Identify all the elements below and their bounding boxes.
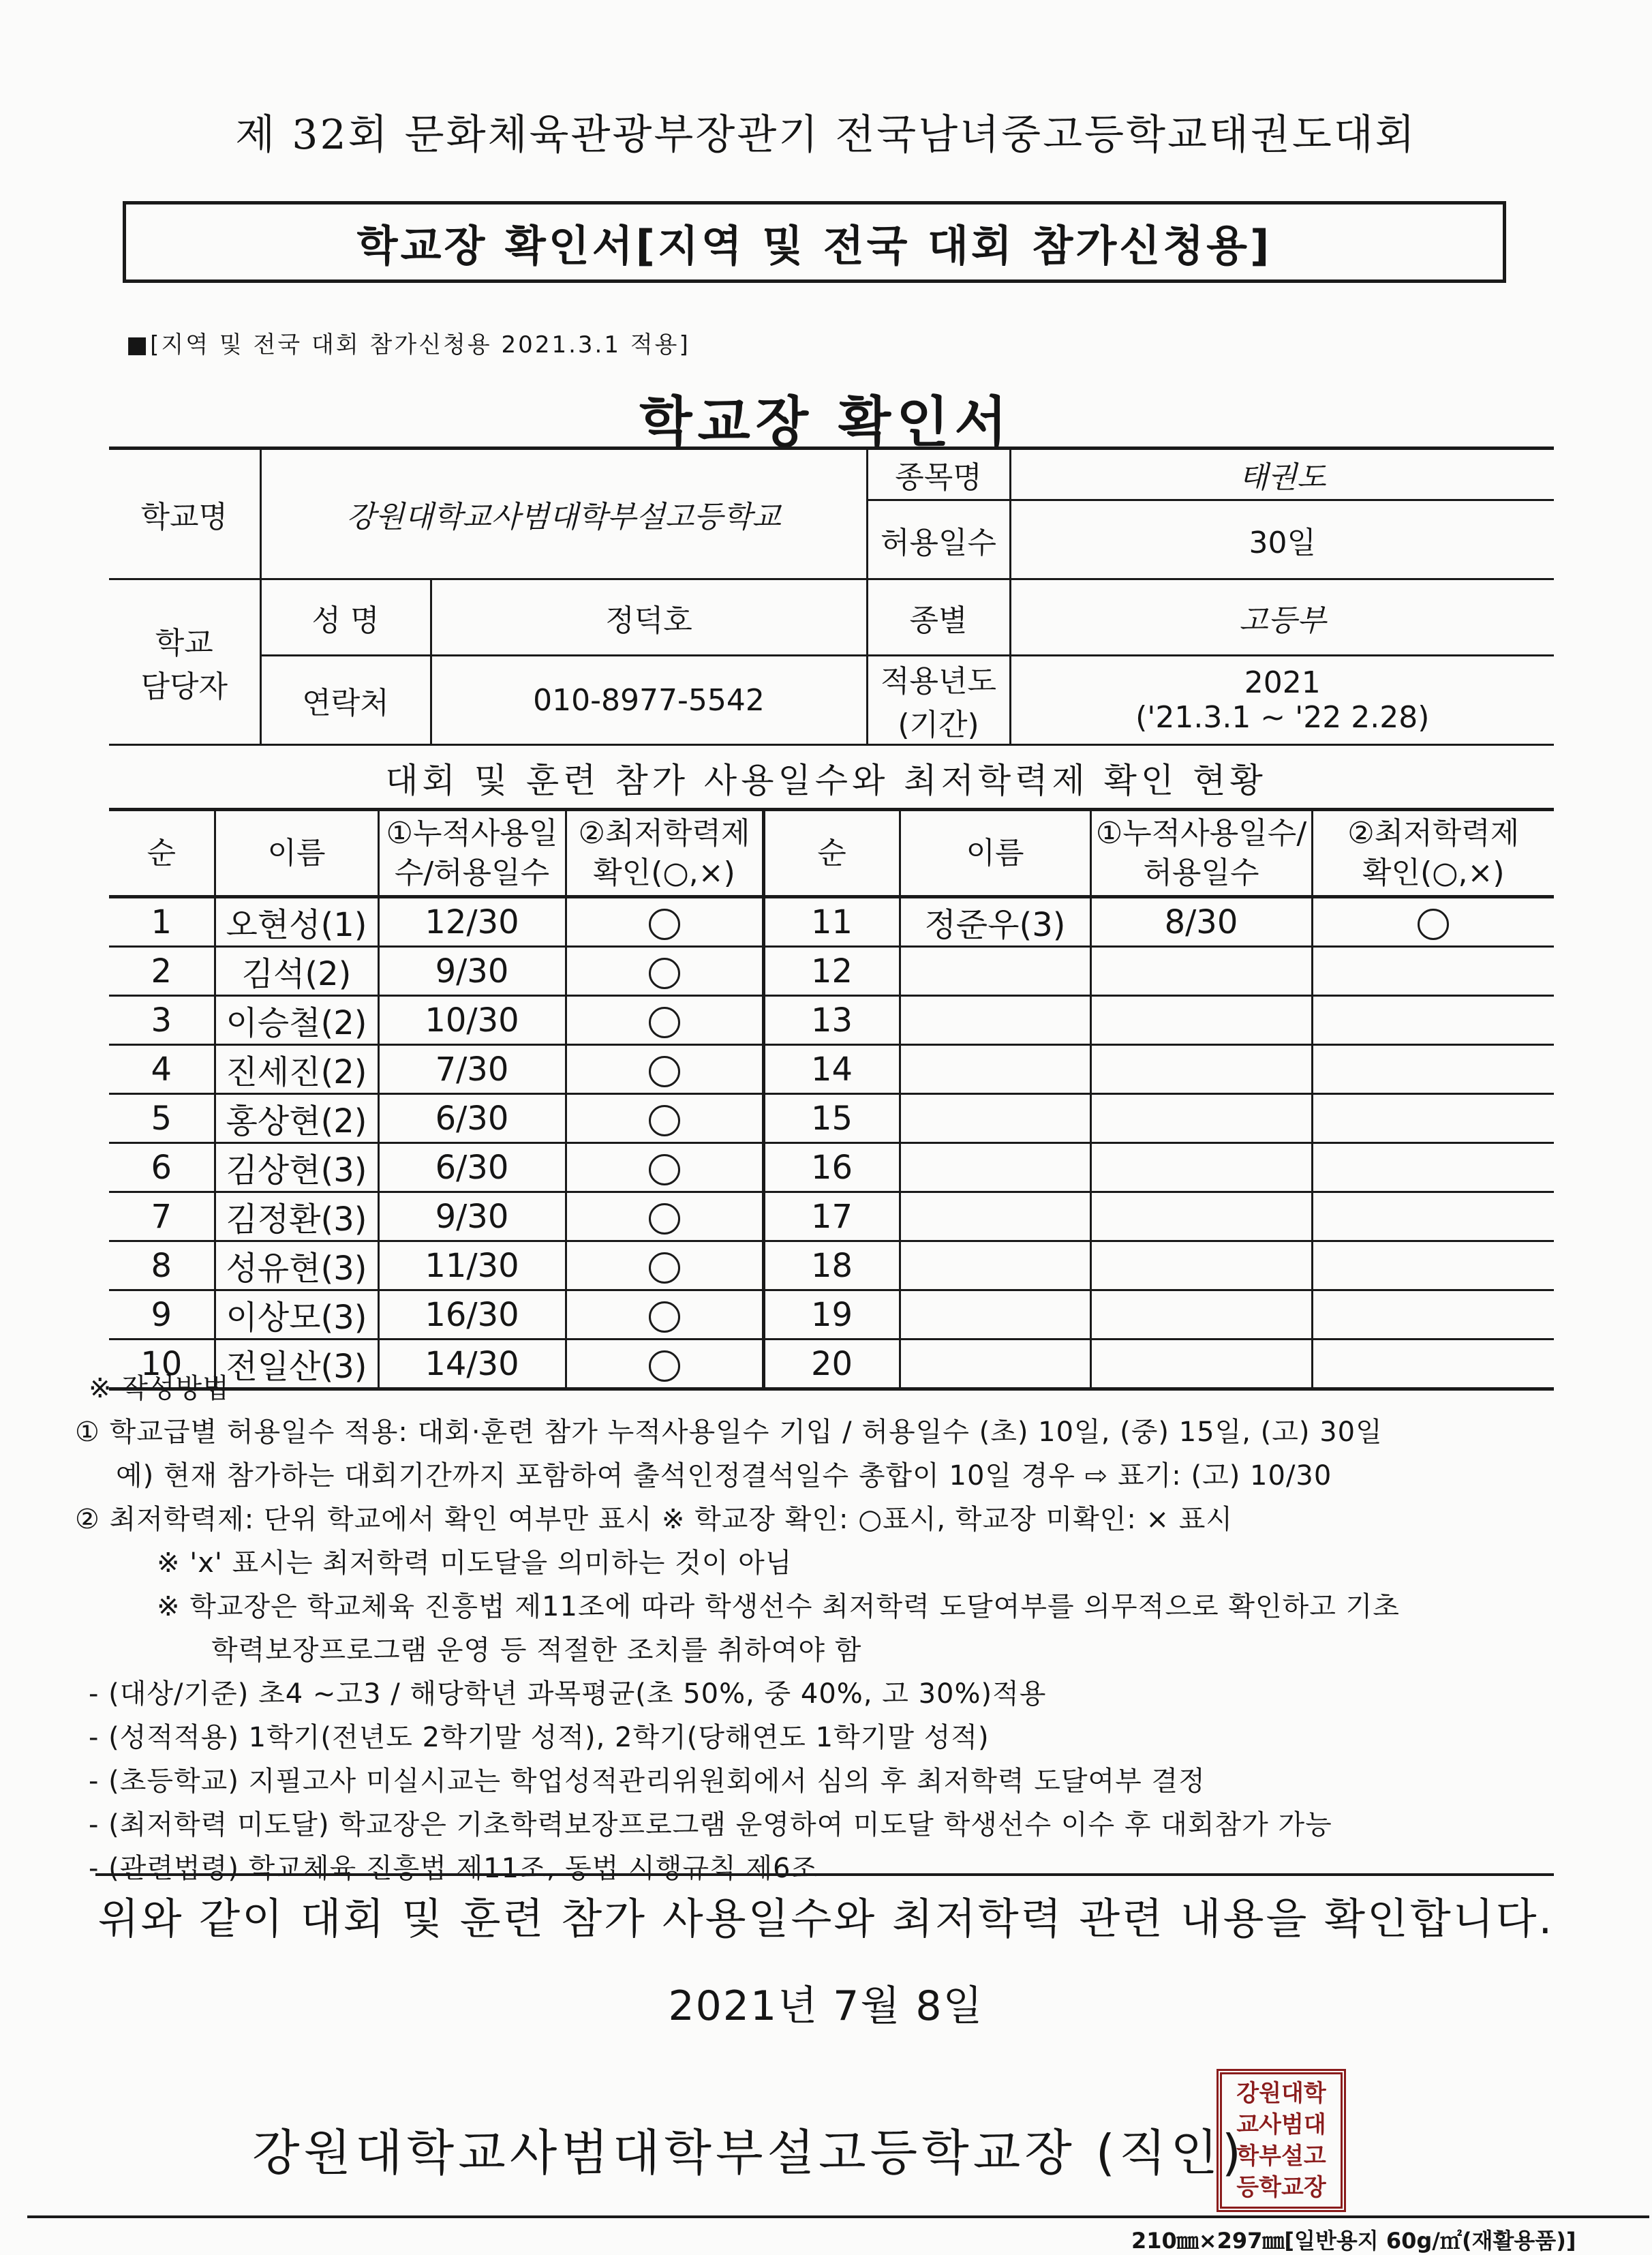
row-no-right: 12 bbox=[763, 947, 900, 996]
row-name-right bbox=[900, 947, 1090, 996]
row-days-right bbox=[1090, 1143, 1312, 1192]
row-days: 12/30 bbox=[378, 897, 566, 947]
manager-label bbox=[109, 579, 260, 745]
note-2: ※ 학교장은 학교체육 진흥법 제11조에 따라 학생선수 최저학력 도달여부를 의무적으로 확인하고 기초 bbox=[157, 1591, 1400, 1622]
detail-2: - (성적적용) 1학기(전년도 2학기말 성적), 2학기(당해연도 1학기말 성적) bbox=[89, 1722, 990, 1753]
row-check bbox=[566, 1241, 763, 1290]
row-days-right bbox=[1090, 1192, 1312, 1241]
name-value: 정덕호 bbox=[431, 579, 867, 656]
header-check-right bbox=[1312, 810, 1554, 897]
note-2-cont: 학력보장프로그램 운영 등 적절한 조치를 취하여야 함 bbox=[211, 1635, 862, 1666]
row-name: 전일산(3) bbox=[215, 1340, 378, 1389]
detail-4: - (최저학력 미도달) 학교장은 기초학력보장프로그램 운영하여 미도달 학생선수 이수 후 대회참가 가능 bbox=[89, 1809, 1332, 1841]
contact-value: 010-8977-5542 bbox=[431, 656, 867, 745]
row-no-right: 18 bbox=[763, 1241, 900, 1290]
row-check-right bbox=[1312, 947, 1554, 996]
confirmation-text: 위와 같이 대회 및 훈련 참가 사용일수와 최저학력 관련 내용을 확인합니다. bbox=[97, 1894, 1555, 1943]
row-days: 11/30 bbox=[378, 1241, 566, 1290]
check-circle-icon bbox=[649, 1252, 680, 1284]
row-no: 1 bbox=[109, 897, 215, 947]
check-circle-icon bbox=[649, 909, 680, 940]
header-days-line1: ①누적사용일 bbox=[386, 815, 558, 851]
row-no: 5 bbox=[109, 1094, 215, 1143]
issue-date: 2021년 7월 8일 bbox=[668, 1982, 984, 2030]
row-no-right: 16 bbox=[763, 1143, 900, 1192]
row-no: 3 bbox=[109, 996, 215, 1045]
status-title: 대회 및 훈련 참가 사용일수와 최저학력제 확인 현황 bbox=[385, 761, 1267, 800]
row-no-right: 13 bbox=[763, 996, 900, 1045]
row-days: 9/30 bbox=[378, 1192, 566, 1241]
row-name-right bbox=[900, 1290, 1090, 1340]
row-check bbox=[566, 996, 763, 1045]
row-no: 6 bbox=[109, 1143, 215, 1192]
table-row bbox=[109, 897, 1554, 947]
header-name: 이름 bbox=[215, 810, 378, 897]
instructions bbox=[75, 1367, 1574, 1890]
sport-label: 종목명 bbox=[867, 449, 1010, 500]
row-check bbox=[566, 947, 763, 996]
check-circle-icon bbox=[649, 1203, 680, 1235]
row-name-right bbox=[900, 1045, 1090, 1094]
row-name: 김정환(3) bbox=[215, 1192, 378, 1241]
check-circle-icon bbox=[1418, 909, 1449, 940]
row-no: 8 bbox=[109, 1241, 215, 1290]
row-check bbox=[566, 1192, 763, 1241]
row-name: 이승철(2) bbox=[215, 996, 378, 1045]
manager-label-line1: 학교 bbox=[155, 626, 213, 661]
row-check bbox=[566, 1045, 763, 1094]
row-days-right bbox=[1090, 1290, 1312, 1340]
divider bbox=[95, 1873, 1554, 1876]
detail-1: - (대상/기준) 초4 ~고3 / 해당학년 과목평균(초 50%, 중 40%, 고 30%)적용 bbox=[89, 1678, 1047, 1710]
period-value: ('21.3.1 ~ '22 2.28) bbox=[1135, 700, 1430, 735]
row-name: 홍상현(2) bbox=[215, 1094, 378, 1143]
allowed-days-label: 허용일수 bbox=[867, 500, 1010, 579]
row-name-right bbox=[900, 1241, 1090, 1290]
note-1: ※ 'x' 표시는 최저학력 미도달을 의미하는 것이 아님 bbox=[157, 1547, 793, 1579]
row-no: 10 bbox=[109, 1340, 215, 1389]
row-name-right bbox=[900, 1192, 1090, 1241]
row-name-right: 정준우(3) bbox=[900, 897, 1090, 947]
allowed-days-value: 30일 bbox=[1010, 500, 1554, 579]
year-label bbox=[867, 656, 1010, 745]
row-check-right bbox=[1312, 897, 1554, 947]
header-days-right bbox=[1090, 810, 1312, 897]
manager-label-line2: 담당자 bbox=[140, 669, 228, 704]
row-days: 16/30 bbox=[378, 1290, 566, 1340]
row-no-right: 14 bbox=[763, 1045, 900, 1094]
row-name: 오현성(1) bbox=[215, 897, 378, 947]
row-check-right bbox=[1312, 996, 1554, 1045]
row-check-right bbox=[1312, 1241, 1554, 1290]
instruction-1-example: 예) 현재 참가하는 대회기간까지 포함하여 출석인정결석일수 총합이 10일 경우 ⇨ 표기: (고) 10/30 bbox=[116, 1460, 1332, 1492]
row-no: 9 bbox=[109, 1290, 215, 1340]
sport-value: 태권도 bbox=[1010, 449, 1554, 500]
header-check-right-line2: 확인(○,×) bbox=[1362, 855, 1505, 890]
instruction-1: ① 학교급별 허용일수 적용: 대회·훈련 참가 누적사용일수 기입 / 허용일수 (초) 10일, (중) 15일, (고) 30일 bbox=[75, 1417, 1383, 1448]
row-days: 10/30 bbox=[378, 996, 566, 1045]
header-no-right: 순 bbox=[763, 810, 900, 897]
check-circle-icon bbox=[649, 1105, 680, 1136]
header-days-right-line1: ①누적사용일수/ bbox=[1095, 815, 1307, 851]
row-days-right bbox=[1090, 947, 1312, 996]
header-days-line2: 수/허용일수 bbox=[394, 855, 550, 890]
header-check bbox=[566, 810, 763, 897]
row-check bbox=[566, 1143, 763, 1192]
header-check-right-line1: ②최저학력제 bbox=[1347, 815, 1520, 851]
roster-table bbox=[109, 808, 1554, 1391]
check-circle-icon bbox=[649, 1301, 680, 1333]
row-check-right bbox=[1312, 1094, 1554, 1143]
row-days-right: 8/30 bbox=[1090, 897, 1312, 947]
bottom-divider bbox=[27, 2215, 1649, 2218]
school-name: 강원대학교사범대학부설고등학교 bbox=[260, 449, 867, 579]
table-row bbox=[109, 996, 1554, 1045]
instructions-heading: ※ 작성방법 bbox=[89, 1373, 230, 1404]
row-check-right bbox=[1312, 1290, 1554, 1340]
document-title-box bbox=[123, 201, 1506, 283]
row-name: 김석(2) bbox=[215, 947, 378, 996]
row-check bbox=[566, 897, 763, 947]
detail-3: - (초등학교) 지필고사 미실시교는 학업성적관리위원회에서 심의 후 최저학력 도달여부 결정 bbox=[89, 1766, 1206, 1797]
row-check bbox=[566, 1094, 763, 1143]
table-row bbox=[109, 1290, 1554, 1340]
check-circle-icon bbox=[649, 958, 680, 989]
document-title: 학교장 확인서[지역 및 전국 대회 참가신청용] bbox=[356, 220, 1272, 271]
instruction-2: ② 최저학력제: 단위 학교에서 확인 여부만 표시 ※ 학교장 확인: ○표시, 학교장 미확인: × 표시 bbox=[75, 1504, 1234, 1535]
table-row bbox=[109, 1094, 1554, 1143]
name-label: 성 명 bbox=[260, 579, 431, 656]
header-days bbox=[378, 810, 566, 897]
header-check-line2: 확인(○,×) bbox=[593, 855, 735, 890]
sub-note: ■[지역 및 전국 대회 참가신청용 2021.3.1 적용] bbox=[126, 331, 690, 359]
row-name: 김상현(3) bbox=[215, 1143, 378, 1192]
check-circle-icon bbox=[649, 1056, 680, 1087]
contact-label: 연락처 bbox=[260, 656, 431, 745]
year-value: 2021 bbox=[1244, 665, 1321, 700]
row-days: 9/30 bbox=[378, 947, 566, 996]
header-check-line1: ②최저학력제 bbox=[578, 815, 750, 851]
row-check-right bbox=[1312, 1143, 1554, 1192]
year-label-line1: 적용년도 bbox=[880, 664, 996, 699]
detail-5: - (관련법령) 학교체육 진흥법 제11조, 동법 시행규칙 제6조 bbox=[89, 1853, 819, 1884]
year-label-line2: (기간) bbox=[898, 708, 979, 742]
row-name: 진세진(2) bbox=[215, 1045, 378, 1094]
row-no-right: 19 bbox=[763, 1290, 900, 1340]
row-check bbox=[566, 1290, 763, 1340]
header-no: 순 bbox=[109, 810, 215, 897]
principal-signature-line: 강원대학교사범대학부설고등학교장 (직인) bbox=[252, 2124, 1246, 2181]
row-name-right bbox=[900, 1143, 1090, 1192]
table-row bbox=[109, 947, 1554, 996]
check-circle-icon bbox=[649, 1007, 680, 1038]
row-no: 2 bbox=[109, 947, 215, 996]
table-row bbox=[109, 1045, 1554, 1094]
school-label: 학교명 bbox=[109, 449, 260, 579]
official-seal: 강원대학 교사범대 학부설고 등학교장 bbox=[1217, 2069, 1346, 2212]
row-days-right bbox=[1090, 1094, 1312, 1143]
school-info-table bbox=[109, 447, 1554, 746]
row-no-right: 11 bbox=[763, 897, 900, 947]
row-days: 7/30 bbox=[378, 1045, 566, 1094]
row-no-right: 17 bbox=[763, 1192, 900, 1241]
paper-spec-note: 210㎜×297㎜[일반용지 60g/㎡(재활용품)] bbox=[1131, 2228, 1576, 2254]
division-value: 고등부 bbox=[1010, 579, 1554, 656]
row-no: 4 bbox=[109, 1045, 215, 1094]
row-days-right bbox=[1090, 1045, 1312, 1094]
row-days-right bbox=[1090, 1241, 1312, 1290]
table-row bbox=[109, 1241, 1554, 1290]
row-days: 14/30 bbox=[378, 1340, 566, 1389]
main-title: 학교장 확인서 bbox=[639, 391, 1013, 454]
header-days-right-line2: 허용일수 bbox=[1143, 855, 1259, 890]
header-name-right: 이름 bbox=[900, 810, 1090, 897]
row-name-right bbox=[900, 996, 1090, 1045]
year-value-cell bbox=[1010, 656, 1554, 745]
row-name: 이상모(3) bbox=[215, 1290, 378, 1340]
check-circle-icon bbox=[649, 1154, 680, 1185]
row-days: 6/30 bbox=[378, 1143, 566, 1192]
row-days-right bbox=[1090, 996, 1312, 1045]
row-check-right bbox=[1312, 1045, 1554, 1094]
table-row bbox=[109, 1143, 1554, 1192]
row-name: 성유현(3) bbox=[215, 1241, 378, 1290]
row-check-right bbox=[1312, 1192, 1554, 1241]
row-name-right bbox=[900, 1094, 1090, 1143]
row-no: 7 bbox=[109, 1192, 215, 1241]
table-row bbox=[109, 1192, 1554, 1241]
event-title: 제 32회 문화체육관광부장관기 전국남녀중고등학교태권도대회 bbox=[235, 111, 1417, 159]
row-days: 6/30 bbox=[378, 1094, 566, 1143]
division-label: 종별 bbox=[867, 579, 1010, 656]
row-no-right: 15 bbox=[763, 1094, 900, 1143]
row-no-right: 20 bbox=[763, 1340, 900, 1389]
